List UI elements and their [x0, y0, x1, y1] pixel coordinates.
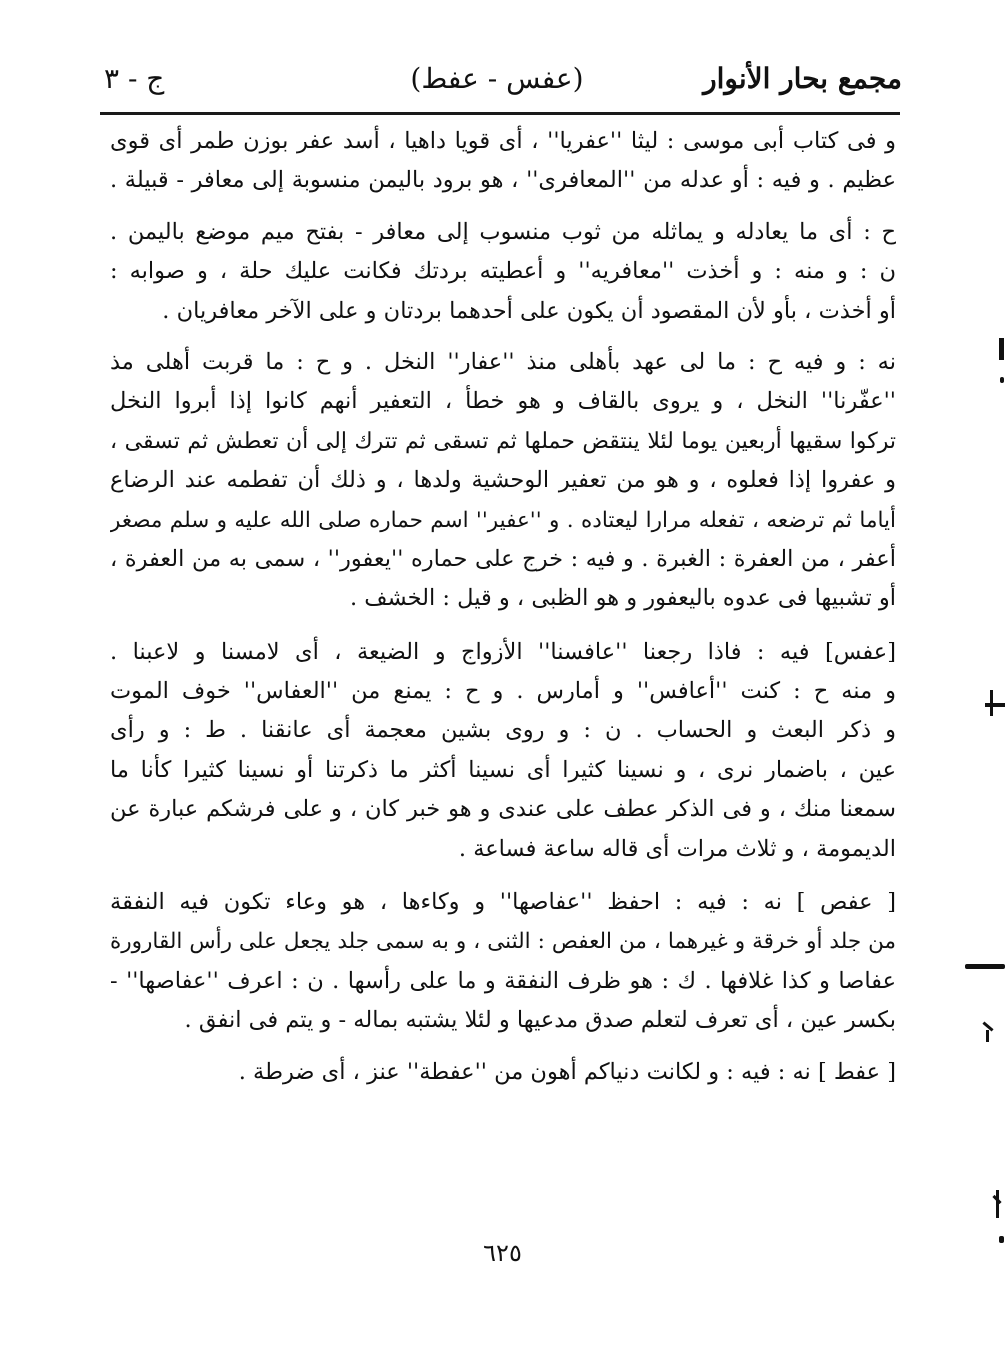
text-line: تركوا سقيها أربعين يوما لئلا ينتقض حملها ثم تسقى ثم تترك إلى أن تعطش ثم تسقى ، [110, 428, 896, 454]
paragraph-1 [110, 122, 896, 201]
entry-range: (عفس - عفط) [410, 62, 584, 95]
text-line: و عفروا إذا فعلوه ، و هو من تعفير الوحشية ولدها ، و ذلك أن تفطمه عند الرضاع [110, 467, 896, 494]
text-line: ح : أى ما يعادله و يماثله من ثوب منسوب إلى معافر - بفتح ميم موضع باليمن . [110, 218, 896, 245]
paragraph-6 [110, 1053, 896, 1092]
scan-mark [1000, 377, 1004, 383]
text-line: [ عفص ] نه : فيه : احفظ ''عفاصها'' و وكاءها ، هو وعاء تكون فيه النفقة [110, 889, 896, 916]
paragraph-5 [110, 883, 896, 1041]
scan-mark [990, 690, 993, 716]
text-line: عظيم . و فيه : أو عدله من ''المعافرى'' ، هو برود باليمن منسوبة إلى معافر - قبيلة . [110, 167, 896, 194]
page-number: ٦٢٥ [483, 1239, 522, 1267]
running-header [92, 60, 902, 102]
text-line: أياما ثم ترضعه ، تفعله مرارا ليعتاده . و ''عفير'' اسم حماره صلى الله عليه و سلم مصغر [110, 507, 896, 533]
scan-mark [986, 1030, 989, 1042]
volume-number: ج - ٣ [104, 62, 165, 95]
scan-mark [996, 1190, 999, 1218]
text-line: سمعنا منك ، و فى الذكر عطف على عندى و هو خبر كان ، و على فرشكم عبارة عن [110, 796, 896, 823]
text-line: الديمومة ، و ثلاث مرات أى قاله ساعة فساعة . [458, 835, 896, 862]
text-line: نه : و فيه ح : ما لى عهد بأهلى منذ ''عفار'' النخل . و ح : ما قربت أهلى مذ [110, 348, 896, 375]
paragraph-3 [110, 343, 896, 619]
paragraph-2 [110, 213, 896, 331]
text-line: [ عفط ] نه : فيه : و لكانت دنياكم أهون من ''عفطة'' عنز ، أى ضرطة . [238, 1058, 896, 1085]
text-line: أو تشبيها فى عدوه باليعفور و هو الظبى ، و قيل : الخشف . [349, 585, 896, 612]
scan-mark [965, 964, 1005, 969]
text-line: ن : و منه : و أخذت ''معافريه'' و أعطيته بردتك فكانت عليك حلة ، و صوابه : [110, 258, 896, 285]
text-line: أو أخذت ، بأو لأن المقصود أن يكون على أحدهما بردتان و على الآخر معافريان . [162, 297, 896, 324]
text-line: عين ، باضمار نرى ، و نسينا كثيرا أى نسينا أكثر ما ذكرتنا أو نسينا كثيرا كأنا ما [110, 756, 896, 783]
text-line: عفاصا و كذا غلافها . ك : هو ظرف النفقة و ما على رأسها . ن : اعرف ''عفاصها'' - [110, 967, 896, 994]
text-line: من جلد أو خرقة و غيرهما ، من العفص : الثنى ، و به سمى جلد يجعل على رأس القارورة [110, 929, 896, 955]
scan-mark [985, 703, 1005, 707]
text-line: و ذكر البعث و الحساب . ن : و روى بشين معجمة أى عانقنا . ط : و رأى [110, 717, 896, 744]
text-line: ''عفّرنا'' النخل ، و يروى بالقاف و هو خطأ ، التعفير أنهم كانوا إذا أبروا النخل [110, 388, 896, 415]
text-line: و فى كتاب أبى موسى : ليثا ''عفريا'' ، أى قويا داهيا ، أسد عفر بوزن طمر أى قوى [110, 128, 896, 154]
scan-mark [999, 338, 1004, 360]
paragraph-4 [110, 633, 896, 869]
book-title: مجمع بحار الأنوار [703, 62, 902, 95]
text-line: بكسر عين ، أى تعرف لتعلم صدق مدعيها و لئلا يشتبه بماله - و يتم فى انفق . [184, 1007, 896, 1034]
header-rule [100, 112, 900, 115]
text-line: [عفس] فيه : فاذا رجعنا ''عافسنا'' الأزواج و الضيعة ، أى لامسنا و لاعبنا . [110, 638, 896, 665]
scan-mark [999, 1236, 1004, 1243]
text-line: و منه ح : كنت ''أعافس'' و أمارس . و ح : يمنع من ''العفاس'' خوف الموت [110, 678, 896, 705]
text-line: أعفر ، من العفرة : الغبرة . و فيه : خرج على حماره ''يعفور'' ، سمى به من العفرة ، [110, 545, 896, 572]
body-text [110, 122, 896, 1092]
